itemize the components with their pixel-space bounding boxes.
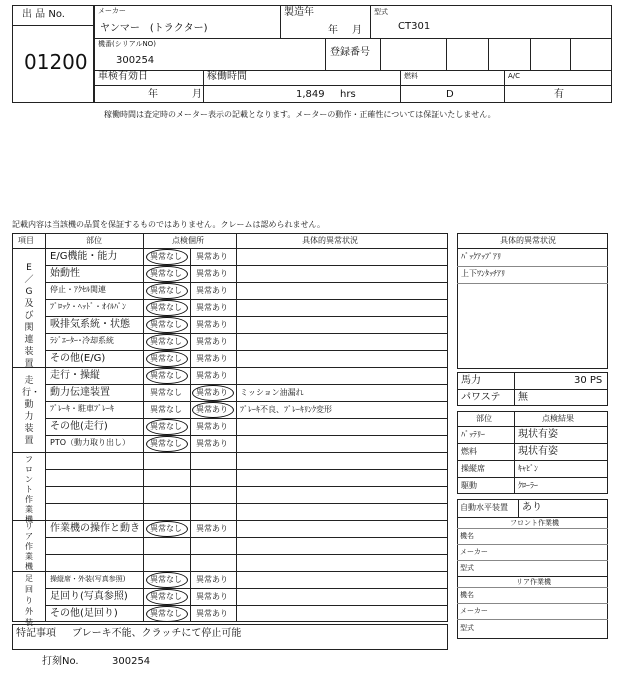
abnormal-label: 異常あり	[196, 320, 228, 329]
inspection-label: 車検有効日	[98, 71, 148, 82]
part-label: 作業機の操作と動き	[50, 523, 140, 534]
part-label: PTO（動力取り出し）	[50, 438, 131, 447]
result-header: 点検結果	[542, 414, 574, 423]
inspection-year-unit: 年	[148, 89, 158, 100]
year-unit: 年	[328, 25, 338, 36]
selected-mark	[146, 572, 188, 588]
check-result: 現状有姿	[518, 429, 558, 440]
quality-note: 記載内容は当該機の品質を保証するものではありません。クレームは認められません。	[12, 220, 325, 229]
hp-value: 30 PS	[574, 375, 603, 386]
abnormal-label: 異常あり	[196, 592, 228, 601]
abnormal-label: 異常あり	[196, 422, 228, 431]
fuel-value: D	[446, 89, 454, 100]
part-label: その他(E/G)	[50, 353, 106, 364]
remarks-value: ブレーキ不能、クラッチにて停止可能	[72, 628, 242, 639]
hours-value: 1,849	[296, 89, 325, 100]
remarks-label: 特記事項	[16, 628, 56, 639]
check-part: 燃料	[461, 447, 477, 456]
selected-mark	[192, 385, 234, 401]
year-label: 製造年	[284, 7, 314, 18]
ps-value: 無	[518, 392, 528, 403]
registration-label: 登録番号	[330, 47, 370, 58]
front-name-label: 機名	[460, 532, 474, 540]
selected-mark	[146, 589, 188, 605]
section-front: フロント作業機	[25, 455, 33, 524]
selected-mark	[146, 249, 188, 265]
model-value: CT301	[398, 21, 431, 32]
abnormal-label: 異常あり	[196, 575, 228, 584]
part-header: 部位	[476, 414, 492, 423]
normal-label: 異常なし	[150, 371, 182, 380]
check-part: 操縦席	[461, 464, 485, 473]
front-maker-label: メーカー	[460, 548, 488, 556]
check-result: 現状有姿	[518, 446, 558, 457]
normal-label: 異常なし	[150, 524, 182, 533]
serial-value: 300254	[116, 55, 155, 66]
part-label: ﾌﾞﾚｰｷ・駐車ﾌﾞﾚｰｷ	[50, 404, 114, 413]
hp-label: 馬力	[461, 375, 481, 386]
normal-label: 異常なし	[150, 388, 182, 397]
rear-name-label: 機名	[460, 591, 474, 599]
normal-label: 異常なし	[150, 269, 182, 278]
detail-text: ミッション油漏れ	[240, 388, 304, 397]
normal-label: 異常なし	[150, 286, 182, 295]
detail-line: 上下ﾜﾝﾀｯﾁｱﾘ	[461, 269, 505, 278]
selected-mark	[146, 266, 188, 282]
part-label: その他(足回り)	[50, 608, 118, 619]
abnormal-label: 異常あり	[196, 405, 228, 414]
check-result: ｸﾛｰﾗｰ	[518, 481, 538, 490]
col-check: 点検個所	[172, 236, 204, 245]
selected-mark	[146, 300, 188, 316]
serial-label: 機番(シリアルNO)	[98, 40, 156, 48]
detail-text: ﾌﾞﾚｰｷ不良、ﾌﾞﾚｰｷﾘﾝｸ変形	[240, 405, 332, 414]
abnormal-label: 異常あり	[196, 371, 228, 380]
abnormal-label: 異常あり	[196, 252, 228, 261]
part-label: ﾗｼﾞｴｰﾀｰ･冷却系統	[50, 336, 114, 345]
rear-attachment-title: リア作業機	[516, 578, 551, 586]
month-unit: 月	[352, 25, 362, 36]
detail-title: 具体的異常状況	[500, 236, 556, 245]
selected-mark	[146, 351, 188, 367]
abnormal-label: 異常あり	[196, 439, 228, 448]
part-label: その他(走行)	[50, 421, 108, 432]
normal-label: 異常なし	[150, 337, 182, 346]
selected-mark	[192, 402, 234, 418]
section-drive: 走行・動力装置	[22, 376, 41, 446]
abnormal-label: 異常あり	[196, 354, 228, 363]
abnormal-label: 異常あり	[196, 303, 228, 312]
normal-label: 異常なし	[150, 405, 182, 414]
ac-label: A/C	[508, 72, 521, 80]
stamp-value: 300254	[112, 656, 151, 667]
maker-value: ヤンマー (トラクター)	[100, 23, 208, 34]
part-label: 始動性	[50, 268, 80, 279]
normal-label: 異常なし	[150, 252, 182, 261]
part-label: 足回り(写真参照)	[50, 591, 128, 602]
abnormal-label: 異常あり	[196, 337, 228, 346]
auto-level-value: あり	[522, 502, 542, 513]
selected-mark	[146, 334, 188, 350]
part-label: E/G機能・能力	[50, 251, 118, 262]
maker-label: メーカー	[98, 7, 126, 15]
normal-label: 異常なし	[150, 303, 182, 312]
check-result: ｷｬﾋﾞﾝ	[518, 464, 538, 473]
section-rear: リア作業機	[25, 522, 33, 571]
abnormal-label: 異常あり	[196, 388, 228, 397]
ps-label: パワステ	[461, 392, 501, 403]
selected-mark	[146, 436, 188, 452]
part-label: ﾌﾞﾛｯｸ・ﾍｯﾄﾞ・ｵｲﾙﾊﾟﾝ	[50, 302, 126, 311]
col-detail: 具体的異常状況	[302, 236, 358, 245]
selected-mark	[146, 283, 188, 299]
hours-note: 稼働時間は査定時のメーター表示の記載となります。メーターの動作・正確性については保証いたしません。	[104, 110, 496, 119]
section-engine: E／G及び関連装置	[24, 263, 34, 369]
abnormal-label: 異常あり	[196, 269, 228, 278]
normal-label: 異常なし	[150, 439, 182, 448]
selected-mark	[146, 521, 188, 537]
selected-mark	[146, 606, 188, 622]
part-label: 動力伝達装置	[50, 387, 110, 398]
section-under: 足回り外装	[25, 574, 33, 627]
inspection-month-unit: 月	[192, 89, 202, 100]
selected-mark	[146, 317, 188, 333]
check-part: 駆動	[461, 481, 477, 490]
normal-label: 異常なし	[150, 422, 182, 431]
normal-label: 異常なし	[150, 575, 182, 584]
col-item: 項目	[18, 236, 34, 245]
lot-number: 01200	[24, 50, 88, 74]
abnormal-label: 異常あり	[196, 524, 228, 533]
stamp-label: 打刻No.	[42, 656, 79, 667]
part-label: 吸排気系統・状態	[50, 319, 130, 330]
part-label: 停止・ｱｸｾﾙ関連	[50, 285, 106, 294]
front-model-label: 型式	[460, 564, 474, 572]
fuel-label: 燃料	[404, 72, 418, 80]
normal-label: 異常なし	[150, 592, 182, 601]
hours-label: 稼働時間	[207, 71, 247, 82]
rear-maker-label: メーカー	[460, 607, 488, 615]
selected-mark	[146, 419, 188, 435]
normal-label: 異常なし	[150, 320, 182, 329]
lot-label: 出 品 No.	[22, 9, 65, 20]
model-label: 型式	[374, 8, 388, 16]
abnormal-label: 異常あり	[196, 286, 228, 295]
ac-value: 有	[554, 89, 564, 100]
part-label: 操縦席・外装(写真参照)	[50, 575, 126, 583]
auto-level-label: 自動水平装置	[460, 503, 508, 512]
hours-unit: hrs	[340, 89, 356, 100]
col-part: 部位	[86, 236, 102, 245]
selected-mark	[146, 368, 188, 384]
normal-label: 異常なし	[150, 609, 182, 618]
part-label: 走行・操縦	[50, 370, 100, 381]
check-part: ﾊﾞｯﾃﾘｰ	[461, 430, 485, 439]
front-attachment-title: フロント作業機	[510, 519, 559, 527]
normal-label: 異常なし	[150, 354, 182, 363]
detail-line: ﾊﾞｯｸｱｯﾌﾟｱﾘ	[461, 252, 501, 261]
abnormal-label: 異常あり	[196, 609, 228, 618]
rear-model-label: 型式	[460, 624, 474, 632]
